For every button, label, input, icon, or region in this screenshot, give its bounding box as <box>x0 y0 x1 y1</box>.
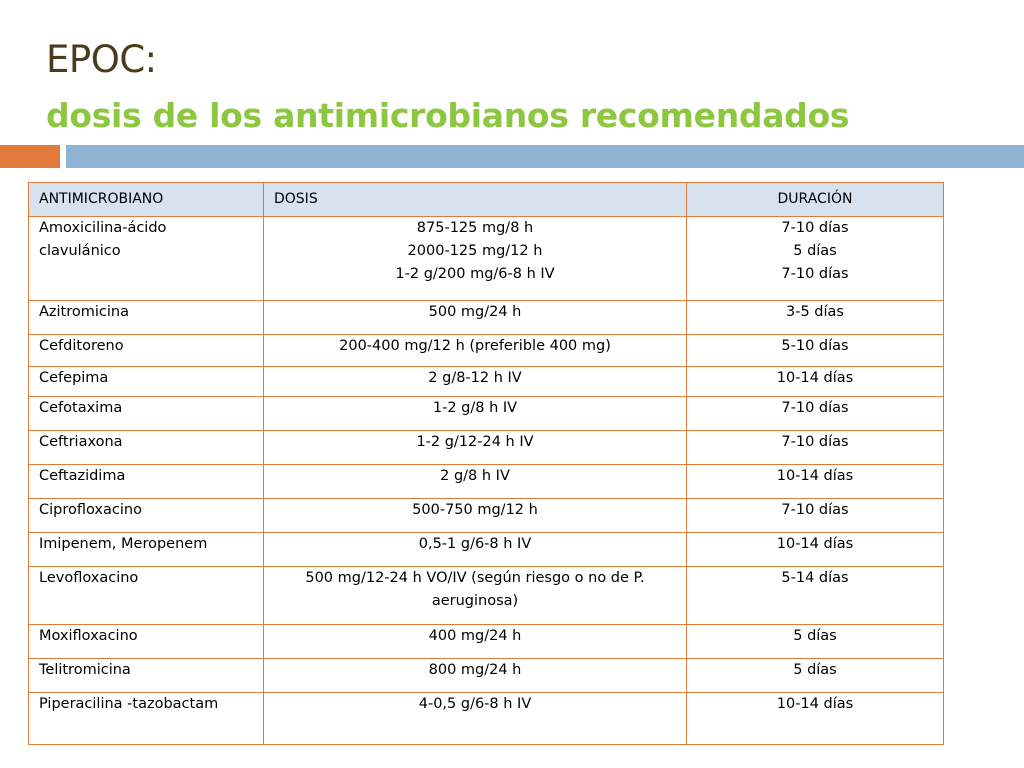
cell-dosis-line: 0,5-1 g/6-8 h IV <box>418 536 532 552</box>
table-row <box>29 367 944 397</box>
cell-antimicrobiano <box>29 499 264 533</box>
cell-dosis-line: 200-400 mg/12 h (preferible 400 mg) <box>339 338 611 354</box>
cell-duracion <box>687 567 944 625</box>
cell-dosis-line: 500-750 mg/12 h <box>412 502 538 518</box>
cell-duracion <box>687 465 944 499</box>
cell-duracion-line: 5-14 días <box>781 570 849 586</box>
cell-antimicrobiano <box>29 693 264 745</box>
cell-antimicrobiano-line: Ceftazidima <box>39 468 126 484</box>
cell-duracion <box>687 217 944 301</box>
cell-dosis-line: aeruginosa) <box>431 593 519 609</box>
cell-antimicrobiano-line: clavulánico <box>39 243 121 259</box>
cell-duracion <box>687 533 944 567</box>
cell-duracion <box>687 625 944 659</box>
cell-duracion <box>687 499 944 533</box>
cell-dosis-line: 4-0,5 g/6-8 h IV <box>418 696 532 712</box>
cell-duracion-line: 7-10 días <box>781 502 849 518</box>
table-row <box>29 659 944 693</box>
cell-dosis-line: 500 mg/12-24 h VO/IV (según riesgo o no de P. <box>305 570 645 586</box>
cell-antimicrobiano-line: Moxifloxacino <box>39 628 138 644</box>
cell-dosis <box>264 693 687 745</box>
cell-duracion-line: 5-10 días <box>781 338 849 354</box>
header-antimicrobiano: ANTIMICROBIANO <box>29 183 264 217</box>
cell-antimicrobiano <box>29 217 264 301</box>
cell-duracion <box>687 335 944 367</box>
cell-duracion-line: 10-14 días <box>776 696 854 712</box>
table-row <box>29 397 944 431</box>
cell-dosis <box>264 335 687 367</box>
cell-duracion <box>687 659 944 693</box>
cell-dosis <box>264 533 687 567</box>
cell-dosis-line: 875-125 mg/8 h <box>416 220 534 236</box>
cell-antimicrobiano-line: Piperacilina -tazobactam <box>39 696 219 712</box>
cell-duracion <box>687 693 944 745</box>
cell-duracion-line: 5 días <box>793 628 837 644</box>
cell-antimicrobiano-line: Cefditoreno <box>39 338 124 354</box>
cell-duracion-line: 5 días <box>793 662 837 678</box>
cell-duracion-line: 7-10 días <box>781 434 849 450</box>
cell-antimicrobiano-line: Telitromicina <box>39 662 131 678</box>
cell-antimicrobiano <box>29 367 264 397</box>
cell-antimicrobiano-line: Ciprofloxacino <box>39 502 142 518</box>
cell-antimicrobiano-line: Levofloxacino <box>39 570 139 586</box>
cell-dosis <box>264 659 687 693</box>
cell-dosis-line: 2000-125 mg/12 h <box>407 243 543 259</box>
cell-dosis <box>264 567 687 625</box>
cell-dosis <box>264 301 687 335</box>
cell-dosis-line: 1-2 g/200 mg/6-8 h IV <box>395 266 555 282</box>
table-body <box>29 217 944 745</box>
cell-dosis <box>264 397 687 431</box>
cell-dosis-line: 2 g/8 h IV <box>440 468 510 484</box>
cell-duracion <box>687 397 944 431</box>
table-row <box>29 499 944 533</box>
cell-dosis-line: 400 mg/24 h <box>428 628 522 644</box>
table-row <box>29 693 944 745</box>
table-row <box>29 567 944 625</box>
table-row <box>29 335 944 367</box>
cell-duracion-line: 10-14 días <box>776 536 854 552</box>
cell-dosis-line: 1-2 g/12-24 h IV <box>416 434 534 450</box>
table-row <box>29 625 944 659</box>
cell-duracion-line: 3-5 días <box>786 304 844 320</box>
table-row <box>29 533 944 567</box>
cell-duracion-line: 10-14 días <box>776 468 854 484</box>
cell-antimicrobiano-line: Amoxicilina-ácido <box>39 220 167 236</box>
cell-antimicrobiano <box>29 567 264 625</box>
header-dosis: DOSIS <box>264 183 687 217</box>
cell-antimicrobiano-line: Ceftriaxona <box>39 434 123 450</box>
cell-dosis <box>264 465 687 499</box>
cell-antimicrobiano-line: Cefepima <box>39 370 109 386</box>
cell-dosis-line: 1-2 g/8 h IV <box>432 400 518 416</box>
cell-duracion-line: 10-14 días <box>776 370 854 386</box>
cell-duracion-line: 7-10 días <box>781 266 849 282</box>
cell-antimicrobiano <box>29 301 264 335</box>
cell-dosis-line: 800 mg/24 h <box>428 662 522 678</box>
cell-duracion-line: 7-10 días <box>781 220 849 236</box>
cell-antimicrobiano-line: Imipenem, Meropenem <box>39 536 208 552</box>
cell-duracion <box>687 301 944 335</box>
table-header-row <box>29 183 944 217</box>
cell-dosis <box>264 217 687 301</box>
cell-antimicrobiano <box>29 335 264 367</box>
cell-duracion-line: 7-10 días <box>781 400 849 416</box>
table-row <box>29 217 944 301</box>
cell-dosis-line: 500 mg/24 h <box>428 304 522 320</box>
cell-antimicrobiano <box>29 431 264 465</box>
slide-subtitle: dosis de los antimicrobianos recomendados <box>46 96 850 135</box>
cell-antimicrobiano <box>29 625 264 659</box>
header-duracion: DURACIÓN <box>687 183 944 217</box>
cell-antimicrobiano <box>29 465 264 499</box>
table-row <box>29 431 944 465</box>
cell-dosis <box>264 499 687 533</box>
cell-antimicrobiano-line: Azitromicina <box>39 304 129 320</box>
table-row <box>29 465 944 499</box>
cell-antimicrobiano-line: Cefotaxima <box>39 400 123 416</box>
cell-duracion <box>687 431 944 465</box>
cell-duracion <box>687 367 944 397</box>
cell-dosis <box>264 431 687 465</box>
cell-antimicrobiano <box>29 659 264 693</box>
accent-bar-orange <box>0 145 60 168</box>
cell-duracion-line: 5 días <box>793 243 837 259</box>
cell-dosis <box>264 625 687 659</box>
cell-dosis-line: 2 g/8-12 h IV <box>428 370 522 386</box>
table-row <box>29 301 944 335</box>
slide-title: EPOC: <box>46 38 157 81</box>
accent-bar-blue <box>66 145 1024 168</box>
antimicrobial-dose-table <box>28 182 944 745</box>
cell-antimicrobiano <box>29 397 264 431</box>
cell-dosis <box>264 367 687 397</box>
cell-antimicrobiano <box>29 533 264 567</box>
